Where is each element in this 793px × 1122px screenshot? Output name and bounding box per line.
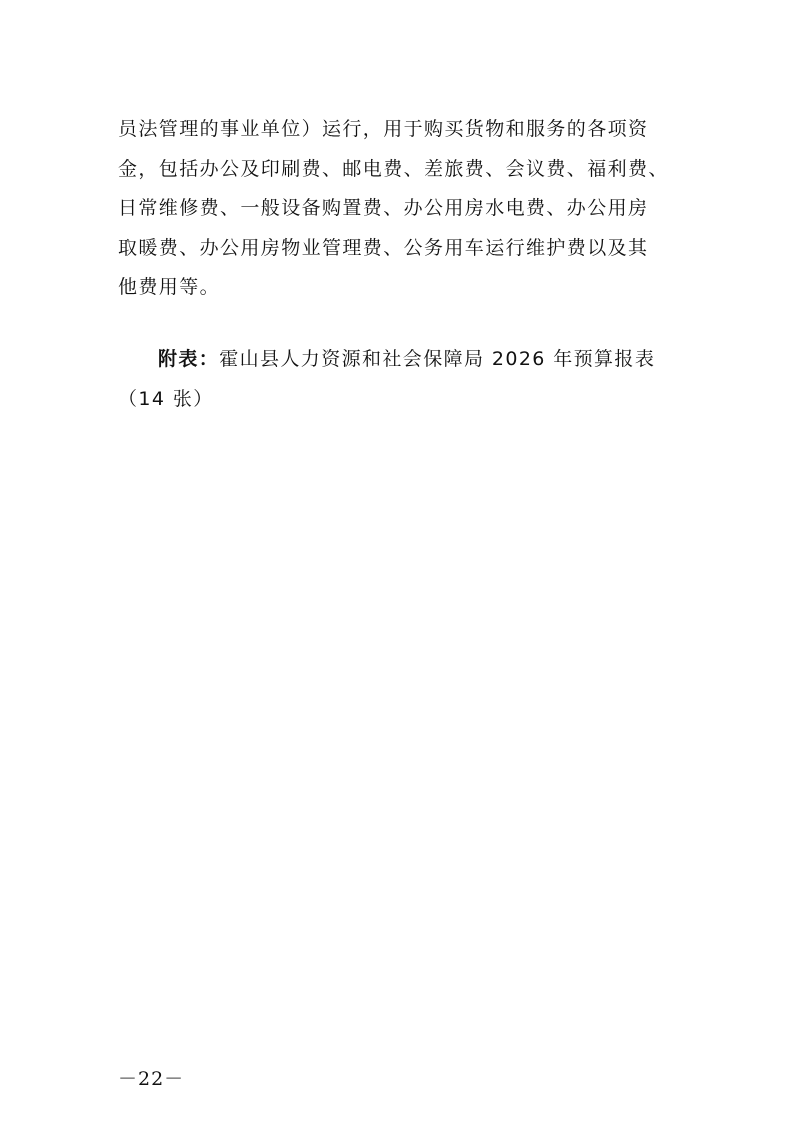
attachment-title: 霍山县人力资源和社会保障局 2026 年预算报表	[219, 348, 656, 370]
paragraph-line: 他费用等。	[118, 276, 221, 298]
attachment-label: 附表：	[158, 348, 220, 370]
body-paragraph	[118, 110, 680, 308]
attachment-line	[118, 340, 680, 380]
paragraph-line: 员法管理的事业单位）运行，用于购买货物和服务的各项资	[118, 118, 649, 140]
paragraph-line: 日常维修费、一般设备购置费、办公用房水电费、办公用房	[118, 197, 649, 219]
paragraph-line: 取暖费、办公用房物业管理费、公务用车运行维护费以及其	[118, 236, 649, 259]
paragraph-line: 金，包括办公及印刷费、邮电费、差旅费、会议费、福利费、	[118, 157, 669, 180]
attachment-note	[118, 340, 680, 419]
page-number: －22－	[118, 1068, 185, 1090]
attachment-count: （14 张）	[118, 387, 214, 410]
